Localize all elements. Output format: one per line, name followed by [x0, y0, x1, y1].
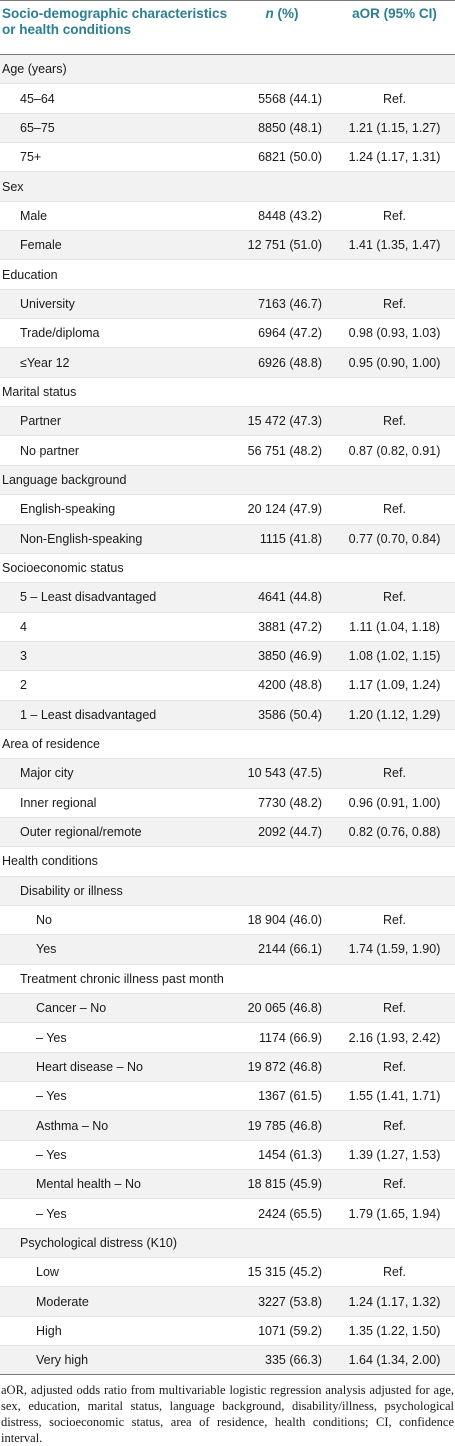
n-percent-cell: 1367 (61.5)	[258, 1089, 322, 1104]
n-percent-cell: 20 065 (46.8)	[247, 1001, 322, 1016]
row-label: 2	[20, 678, 27, 693]
table-row	[0, 700, 455, 729]
table-row	[0, 84, 455, 113]
n-percent-cell: 7163 (46.7)	[258, 296, 322, 311]
row-label: English-speaking	[20, 502, 116, 517]
n-percent-cell: 3850 (46.9)	[258, 649, 322, 664]
aor-cell	[332, 964, 455, 993]
n-percent-cell: 18 904 (46.0)	[247, 913, 322, 928]
aor-cell: 0.87 (0.82, 0.91)	[348, 443, 441, 458]
row-label: Inner regional	[20, 795, 97, 810]
table-row	[0, 1023, 455, 1052]
aor-cell: 1.79 (1.65, 1.94)	[348, 1206, 441, 1221]
table-section-row	[0, 377, 455, 406]
n-percent-cell: 12 751 (51.0)	[247, 238, 322, 253]
n-percent-cell	[232, 847, 332, 876]
n-percent-cell: 2092 (44.7)	[258, 825, 322, 840]
section-label: Socioeconomic status	[2, 561, 124, 576]
aor-cell: 0.96 (0.91, 1.00)	[348, 795, 441, 810]
header-n-suffix: (%)	[273, 6, 299, 21]
aor-cell	[332, 465, 455, 494]
n-percent-cell: 56 751 (48.2)	[247, 443, 322, 458]
aor-cell	[332, 55, 455, 84]
n-percent-cell: 2144 (66.1)	[258, 942, 322, 957]
table-row	[0, 1140, 455, 1169]
table-head	[0, 1, 455, 55]
row-label: Psychological distress (K10)	[20, 1235, 178, 1250]
table-row	[0, 1199, 455, 1228]
n-percent-cell	[232, 729, 332, 758]
row-label: – Yes	[36, 1030, 67, 1045]
row-label: ≤Year 12	[20, 355, 70, 370]
n-percent-cell: 10 543 (47.5)	[247, 766, 322, 781]
n-percent-cell: 5568 (44.1)	[258, 91, 322, 106]
n-percent-cell	[232, 553, 332, 582]
row-label: No	[36, 913, 52, 928]
section-label: Education	[2, 267, 58, 282]
aor-cell: Ref.	[383, 1059, 406, 1074]
n-percent-cell: 4200 (48.8)	[258, 678, 322, 693]
n-percent-cell: 1071 (59.2)	[258, 1323, 322, 1338]
section-label: Sex	[2, 179, 24, 194]
table-row	[0, 759, 455, 788]
row-label: Cancer – No	[36, 1001, 107, 1016]
table-row	[0, 964, 455, 993]
aor-cell: 1.41 (1.35, 1.47)	[348, 238, 441, 253]
row-label: University	[20, 296, 75, 311]
aor-cell: 1.39 (1.27, 1.53)	[348, 1147, 441, 1162]
n-percent-cell: 6926 (48.8)	[258, 355, 322, 370]
n-percent-cell: 15 472 (47.3)	[247, 414, 322, 429]
table-row	[0, 524, 455, 553]
aor-cell	[332, 553, 455, 582]
table-row	[0, 143, 455, 172]
row-label: Asthma – No	[36, 1118, 109, 1133]
aor-cell: Ref.	[383, 1265, 406, 1280]
aor-cell	[332, 876, 455, 905]
n-percent-cell: 4641 (44.8)	[258, 590, 322, 605]
table-row	[0, 905, 455, 934]
row-label: No partner	[20, 443, 80, 458]
table-row	[0, 612, 455, 641]
n-percent-cell: 19 872 (46.8)	[247, 1059, 322, 1074]
header-n-percent	[232, 1, 332, 55]
row-label: Yes	[36, 942, 57, 957]
row-label: Outer regional/remote	[20, 825, 142, 840]
aor-cell: Ref.	[383, 1118, 406, 1133]
row-label: High	[36, 1323, 62, 1338]
n-percent-cell: 18 815 (45.9)	[247, 1177, 322, 1192]
aor-cell	[332, 377, 455, 406]
n-percent-cell: 20 124 (47.9)	[247, 502, 322, 517]
aor-cell: 1.24 (1.17, 1.31)	[348, 150, 441, 165]
table-row	[0, 495, 455, 524]
aor-cell: 0.82 (0.76, 0.88)	[348, 825, 441, 840]
row-label: Mental health – No	[36, 1177, 141, 1192]
aor-cell: Ref.	[383, 1177, 406, 1192]
table-row	[0, 671, 455, 700]
section-label: Marital status	[2, 384, 77, 399]
row-label: – Yes	[36, 1206, 67, 1221]
row-label: Very high	[36, 1353, 89, 1368]
n-percent-cell: 7730 (48.2)	[258, 795, 322, 810]
aor-cell: Ref.	[383, 502, 406, 517]
table-row	[0, 436, 455, 465]
table-section-row	[0, 172, 455, 201]
aor-cell: Ref.	[383, 1001, 406, 1016]
aor-cell: Ref.	[383, 414, 406, 429]
table-section-row	[0, 729, 455, 758]
aor-cell: Ref.	[383, 913, 406, 928]
table-row	[0, 407, 455, 436]
n-percent-cell	[232, 377, 332, 406]
table-row	[0, 1346, 455, 1375]
aor-cell: 1.20 (1.12, 1.29)	[348, 707, 441, 722]
aor-cell: 0.77 (0.70, 0.84)	[348, 531, 441, 546]
section-label: Age (years)	[2, 62, 67, 77]
header-row	[0, 1, 455, 55]
aor-cell: Ref.	[383, 296, 406, 311]
aor-cell: 1.11 (1.04, 1.18)	[349, 619, 440, 634]
n-percent-cell	[232, 172, 332, 201]
section-label: Health conditions	[2, 854, 98, 869]
n-percent-cell	[232, 260, 332, 289]
n-percent-cell	[232, 876, 332, 905]
aor-cell: 1.55 (1.41, 1.71)	[348, 1089, 441, 1104]
aor-cell	[332, 847, 455, 876]
table-row	[0, 935, 455, 964]
table-row	[0, 817, 455, 846]
aor-cell: 0.95 (0.90, 1.00)	[348, 355, 441, 370]
row-label: – Yes	[36, 1089, 67, 1104]
n-percent-cell: 8448 (43.2)	[258, 208, 322, 223]
n-percent-cell: 3881 (47.2)	[258, 619, 322, 634]
aor-cell	[332, 172, 455, 201]
row-label: 3	[20, 649, 27, 664]
aor-cell: Ref.	[383, 91, 406, 106]
n-percent-cell: 8850 (48.1)	[258, 120, 322, 135]
n-percent-cell: 2424 (65.5)	[258, 1206, 322, 1221]
row-label: Moderate	[36, 1294, 89, 1309]
row-label: Male	[20, 208, 48, 223]
aor-cell: 2.16 (1.93, 2.42)	[348, 1030, 441, 1045]
table-row	[0, 1082, 455, 1111]
table-row	[0, 1316, 455, 1345]
table-row	[0, 641, 455, 670]
aor-cell: Ref.	[383, 590, 406, 605]
table-body	[0, 55, 455, 1375]
aor-cell: 1.35 (1.22, 1.50)	[348, 1323, 441, 1338]
aor-cell: 1.21 (1.15, 1.27)	[348, 120, 441, 135]
table-row	[0, 583, 455, 612]
table-footnote: aOR, adjusted odds ratio from multivariable logistic regression analysis adjusted for age, sex, education, marital status, language background, disability/illness, psychological distress, socioeconomic status, area of residence, health conditions; CI, confidence interval.	[1, 1383, 454, 1446]
n-percent-cell	[232, 55, 332, 84]
aor-cell: 1.08 (1.02, 1.15)	[348, 649, 441, 664]
table-row	[0, 319, 455, 348]
table-section-row	[0, 55, 455, 84]
aor-cell: 0.98 (0.93, 1.03)	[348, 326, 441, 341]
aor-cell: 1.17 (1.09, 1.24)	[348, 678, 441, 693]
aor-cell: Ref.	[383, 208, 406, 223]
row-label: 5 – Least disadvantaged	[20, 590, 157, 605]
header-characteristics: Socio-demographic characteristics or health conditions	[2, 6, 228, 37]
n-percent-cell	[232, 1228, 332, 1257]
table-row	[0, 1228, 455, 1257]
table-row	[0, 788, 455, 817]
section-label: Language background	[2, 472, 127, 487]
table-row	[0, 1170, 455, 1199]
table-row	[0, 1111, 455, 1140]
table-section-row	[0, 553, 455, 582]
row-label: Disability or illness	[20, 883, 123, 898]
table-row	[0, 876, 455, 905]
row-label: 45–64	[20, 91, 55, 106]
row-label: 1 – Least disadvantaged	[20, 707, 157, 722]
row-label: Female	[20, 238, 62, 253]
table-section-row	[0, 465, 455, 494]
table-row	[0, 201, 455, 230]
table-row	[0, 1052, 455, 1081]
table-section-row	[0, 847, 455, 876]
table-row	[0, 1258, 455, 1287]
n-percent-cell: 335 (66.3)	[265, 1353, 322, 1368]
aor-cell: Ref.	[383, 766, 406, 781]
header-n-italic: n	[265, 6, 274, 21]
row-label: 75+	[20, 150, 42, 165]
n-percent-cell	[232, 964, 332, 993]
aor-cell: 1.74 (1.59, 1.90)	[348, 942, 441, 957]
n-percent-cell: 3586 (50.4)	[258, 707, 322, 722]
n-percent-cell: 19 785 (46.8)	[247, 1118, 322, 1133]
aor-cell	[332, 729, 455, 758]
n-percent-cell: 1174 (66.9)	[258, 1030, 322, 1045]
header-aor: aOR (95% CI)	[352, 6, 437, 21]
row-label: Partner	[20, 414, 61, 429]
n-percent-cell: 15 315 (45.2)	[247, 1265, 322, 1280]
row-label: Treatment chronic illness past month	[20, 971, 224, 986]
table-row	[0, 231, 455, 260]
row-label: 65–75	[20, 120, 55, 135]
n-percent-cell: 3227 (53.8)	[258, 1294, 322, 1309]
aor-cell: 1.24 (1.17, 1.32)	[348, 1294, 441, 1309]
n-percent-cell	[232, 465, 332, 494]
n-percent-cell: 6964 (47.2)	[258, 326, 322, 341]
table-row	[0, 994, 455, 1023]
table-section-row	[0, 260, 455, 289]
section-label: Area of residence	[2, 737, 100, 752]
aor-cell	[332, 260, 455, 289]
table-row	[0, 113, 455, 142]
aor-cell	[332, 1228, 455, 1257]
table-row	[0, 348, 455, 377]
table-row	[0, 289, 455, 318]
row-label: Major city	[20, 766, 74, 781]
table-row	[0, 1287, 455, 1316]
n-percent-cell: 6821 (50.0)	[258, 150, 322, 165]
n-percent-cell: 1115 (41.8)	[259, 531, 322, 546]
row-label: Low	[36, 1265, 59, 1280]
row-label: Trade/diploma	[20, 326, 100, 341]
row-label: Heart disease – No	[36, 1059, 144, 1074]
n-percent-cell: 1454 (61.3)	[258, 1147, 322, 1162]
row-label: Non-English-speaking	[20, 531, 143, 546]
row-label: – Yes	[36, 1147, 67, 1162]
aor-cell: 1.64 (1.34, 2.00)	[348, 1353, 441, 1368]
row-label: 4	[20, 619, 27, 634]
